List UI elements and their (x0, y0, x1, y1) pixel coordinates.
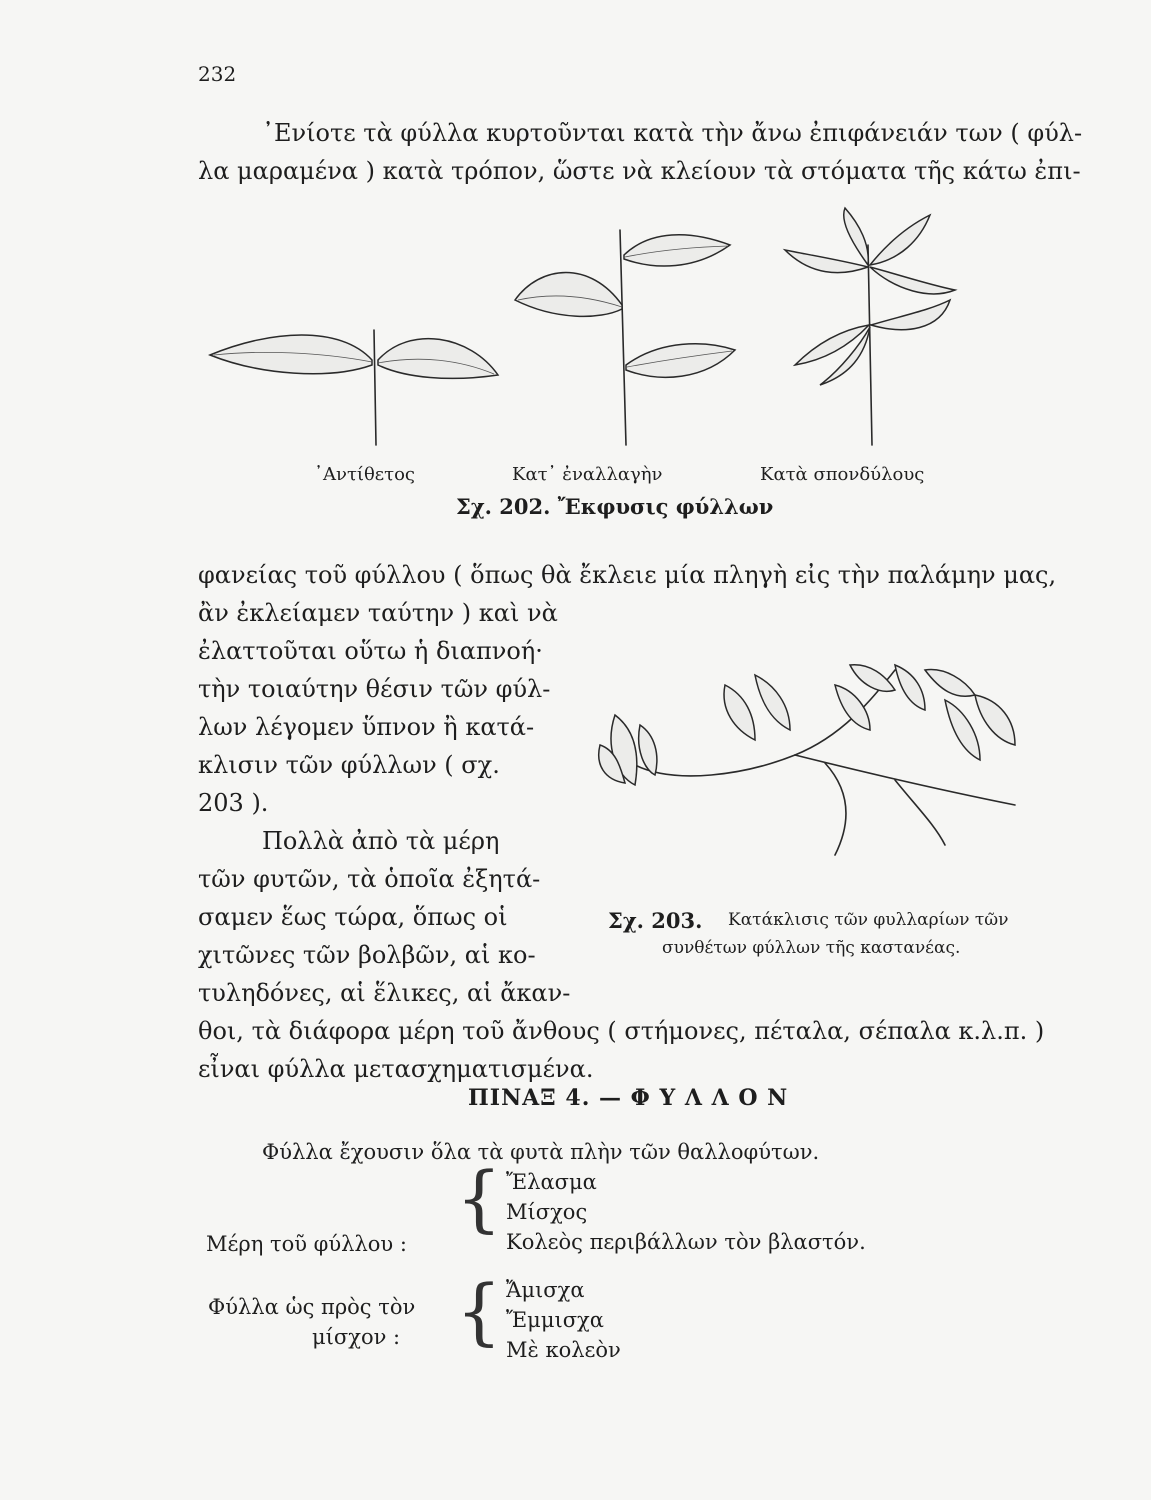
paragraph-narrow-line-5: κλισιν τῶν φύλλων ( σχ. (198, 751, 500, 779)
table-4-title: ΠΙΝΑΞ 4. — Φ Υ Λ Λ Ο Ν (468, 1085, 789, 1111)
paragraph-narrow-line-9: σαμεν ἕως τώρα, ὅπως οἱ (198, 903, 508, 931)
paragraph-narrow-line-6: 203 ). (198, 789, 269, 817)
paragraph-narrow-line-11: τυληδόνες, αἱ ἕλικες, αἱ ἄκαν- (198, 979, 571, 1007)
intro-line-1: ᾿Ενίοτε τὰ φύλλα κυρτοῦνται κατὰ τὴν ἄνω ἐπιφάνειάν των ( φύλ- (262, 119, 1083, 147)
part-item-petiole: Μίσχος (506, 1200, 588, 1224)
part-item-sheath: Κολεὸς περιβάλλων τὸν βλαστόν. (506, 1230, 866, 1254)
paragraph-narrow-line-10: χιτῶνες τῶν βολβῶν, αἱ κο- (198, 941, 536, 969)
paragraph-narrow-line-2: ἐλαττοῦται οὕτω ἡ διαπνοή· (198, 637, 543, 665)
fig203-caption-number: Σχ. 203. (608, 908, 703, 933)
petiole-type-sessile: Ἄμισχα (506, 1278, 585, 1302)
page-number: 232 (198, 62, 237, 86)
parts-brace-icon: { (456, 1156, 502, 1240)
paragraph-line-full-3: εἶναι φύλλα μετασχηματισμένα. (198, 1055, 594, 1083)
figure-202-alternate-leaves-drawing (510, 225, 740, 450)
petiole-type-sheathed: Μὲ κολεὸν (506, 1338, 621, 1362)
fig202-caption: Σχ. 202. Ἔκφυσις φύλλων (456, 494, 774, 519)
petiole-brace-icon: { (456, 1269, 502, 1353)
petiole-type-petiolate: Ἔμμισχα (506, 1308, 604, 1332)
petiole-label-line-1: Φύλλα ὡς πρὸς τὸν (208, 1295, 416, 1319)
fig203-caption-line-2: συνθέτων φύλλων τῆς καστανέας. (662, 938, 961, 958)
table-4-intro: Φύλλα ἔχουσιν ὅλα τὰ φυτὰ πλὴν τῶν θαλλοφύτων. (262, 1140, 820, 1164)
paragraph-narrow-line-4: λων λέγομεν ὕπνον ἢ κατά- (198, 713, 535, 741)
intro-line-2: λα μαραμένα ) κατὰ τρόπον, ὥστε νὰ κλείουν τὰ στόματα τῆς κάτω ἐπι- (198, 157, 1081, 185)
fig203-caption-line-1: Κατάκλισις τῶν φυλλαρίων τῶν (728, 910, 1009, 930)
paragraph-narrow-line-1: ἂν ἐκλείαμεν ταύτην ) καὶ νὰ (198, 599, 558, 627)
fig202-label-alternate: Κατ᾿ ἐναλλαγὴν (512, 464, 663, 485)
paragraph-line-full-1: φανείας τοῦ φύλλου ( ὅπως θὰ ἔκλειε μία πληγὴ εἰς τὴν παλάμην μας, (198, 561, 1057, 589)
petiole-label-line-2: μίσχον : (312, 1325, 401, 1349)
figure-203-chestnut-leaflets-drawing (595, 655, 1025, 865)
paragraph-narrow-line-3: τὴν τοιαύτην θέσιν τῶν φύλ- (198, 675, 551, 703)
part-item-blade: Ἔλασμα (506, 1170, 597, 1194)
paragraph-narrow-line-8: τῶν φυτῶν, τὰ ὁποῖα ἐξητά- (198, 865, 541, 893)
paragraph-line-full-2: θοι, τὰ διάφορα μέρη τοῦ ἄνθους ( στήμονες, πέταλα, σέπαλα κ.λ.π. ) (198, 1017, 1045, 1045)
fig202-label-opposite: ᾿Αντίθετος (314, 464, 415, 485)
figure-202-whorled-leaves-drawing (780, 205, 960, 450)
figure-202-opposite-leaves-drawing (200, 320, 500, 450)
fig202-label-whorled: Κατὰ σπονδύλους (760, 464, 925, 485)
parts-label: Μέρη τοῦ φύλλου : (206, 1232, 407, 1256)
paragraph-narrow-line-7: Πολλὰ ἀπὸ τὰ μέρη (262, 827, 500, 855)
